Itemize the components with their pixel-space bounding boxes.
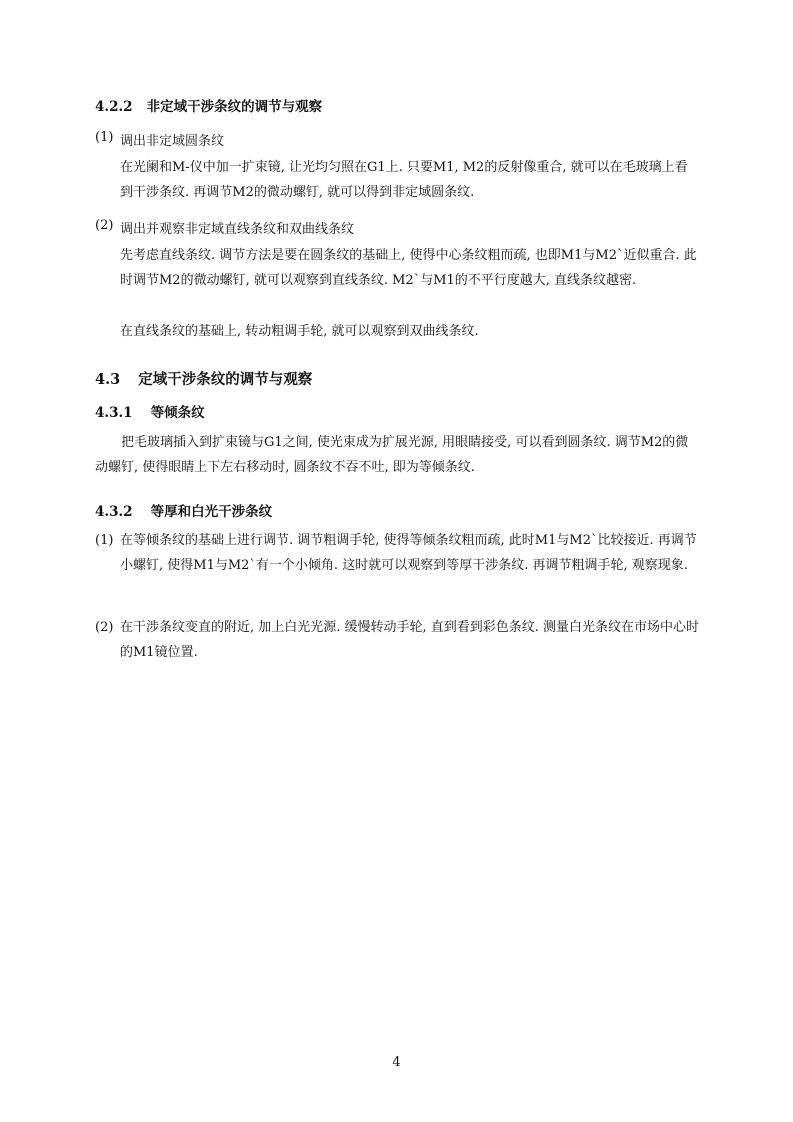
section-heading-4-3: [95, 368, 312, 389]
section-heading-4-3-1: [95, 401, 205, 421]
list-item-title: 调出并观察非定域直线条纹和双曲线条纹: [120, 222, 355, 237]
paragraph: 先考虑直线条纹. 调节方法是要在圆条纹的基础上, 使得中心条纹粗而疏, 也即M1与M2`近似重合. 此时调节M2的微动螺钉, 就可以观察到直线条纹. M2`与M1的不平行度越大, 直线条纹越密.: [120, 248, 697, 288]
page-number: 4: [392, 1055, 401, 1070]
section-title: 非定域干涉条纹的调节与观察: [146, 99, 323, 115]
section-title: 定域干涉条纹的调节与观察: [138, 371, 313, 388]
section-number: 4.2.2: [95, 99, 133, 115]
paragraph: 在光阑和M-仪中加一扩束镜, 让光均匀照在G1上. 只要M1, M2的反射像重合, 就可以在毛玻璃上看到干涉条纹. 再调节M2的微动螺钉, 就可以得到非定域圆条纹.: [120, 160, 688, 200]
list-item-label: (1): [95, 533, 114, 548]
section-number: 4.3.2: [95, 504, 133, 520]
section-number: 4.3.1: [95, 405, 133, 421]
list-item-label: (1): [95, 130, 114, 145]
list-item-title: 调出非定域圆条纹: [120, 134, 225, 149]
paragraph: 把毛玻璃插入到扩束镜与G1之间, 使光束成为扩展光源, 用眼睛接受, 可以看到圆条纹. 调节M2的微动螺钉, 使得眼睛上下左右移动时, 圆条纹不吞不吐, 即为等倾条纹.: [95, 435, 689, 475]
section-number: 4.3: [95, 371, 121, 388]
list-item-label: (2): [95, 218, 114, 233]
section-title: 等倾条纹: [150, 405, 205, 421]
paragraph: 在直线条纹的基础上, 转动粗调手轮, 就可以观察到双曲线条纹.: [120, 324, 479, 339]
section-heading-4-3-2: [95, 500, 272, 520]
section-title: 等厚和白光干涉条纹: [150, 504, 273, 520]
section-heading-4-2-2: [95, 95, 322, 115]
paragraph: 在干涉条纹变直的附近, 加上白光光源. 缓慢转动手轮, 直到看到彩色条纹. 测量白光条纹在市场中心时的M1镜位置.: [120, 620, 700, 660]
list-item-label: (2): [95, 620, 114, 635]
paragraph: 在等倾条纹的基础上进行调节. 调节粗调手轮, 使得等倾条纹粗而疏, 此时M1与M2`比较接近. 再调节小螺钉, 使得M1与M2`有一个小倾角. 这时就可以观察到等厚干涉条纹. 再调节粗调手轮, 观察现象.: [120, 533, 697, 573]
